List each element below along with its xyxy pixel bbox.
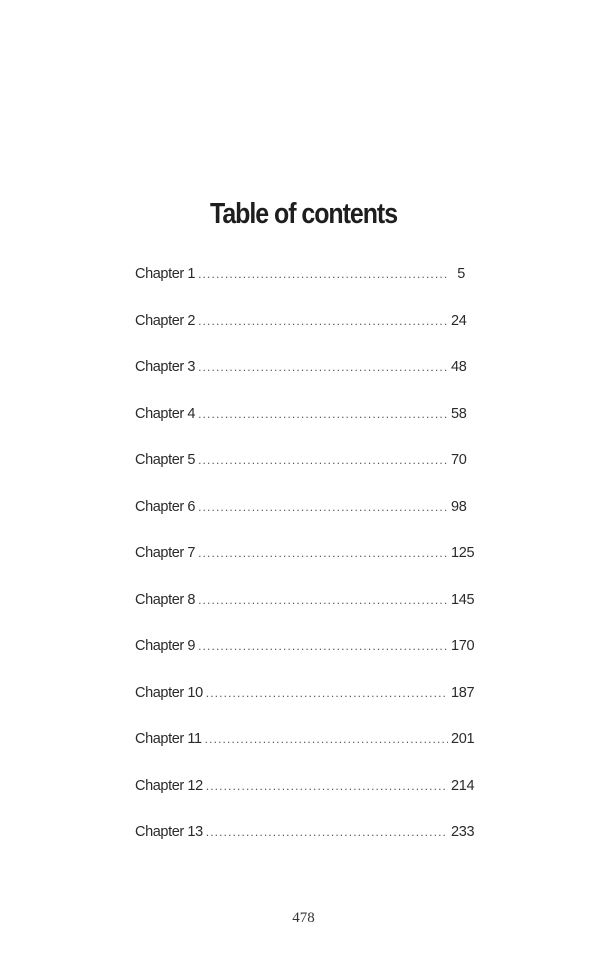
toc-entry-label: Chapter 5 — [135, 452, 196, 468]
toc-entry-label: Chapter 9 — [135, 638, 196, 654]
toc-entry-page: 48 — [451, 359, 467, 375]
dot-leader — [198, 314, 448, 328]
toc-entry-page: 170 — [451, 638, 475, 654]
toc-entry — [135, 591, 475, 639]
dot-leader — [198, 453, 448, 467]
toc-entry-page: 201 — [451, 731, 475, 747]
toc-entry — [135, 731, 475, 778]
toc-entry-label: Chapter 6 — [135, 498, 196, 515]
toc-entry — [135, 777, 475, 825]
toc-entry — [135, 824, 475, 871]
dot-leader — [198, 407, 448, 421]
toc-entry-label: Chapter 3 — [135, 359, 196, 375]
toc-entry — [135, 545, 475, 592]
dot-leader — [198, 360, 448, 374]
toc-entry-label: Chapter 2 — [135, 312, 196, 329]
toc-entry-page: 214 — [451, 777, 475, 794]
toc-list — [135, 266, 475, 871]
dot-leader — [198, 639, 448, 653]
toc-entry — [135, 359, 465, 406]
toc-entry-label: Chapter 1 — [135, 266, 196, 282]
toc-entry — [135, 313, 465, 360]
dot-leader — [198, 500, 448, 514]
dot-leader — [205, 732, 448, 746]
toc-entry-page: 98 — [451, 498, 467, 515]
toc-entry-label: Chapter 7 — [135, 545, 196, 561]
toc-entry-label: Chapter 10 — [135, 684, 203, 701]
dot-leader — [206, 686, 448, 700]
toc-entry-label: Chapter 12 — [135, 777, 203, 794]
toc-entry-page: 187 — [451, 684, 475, 701]
toc-entry-label: Chapter 8 — [135, 591, 196, 608]
toc-entry-label: Chapter 13 — [135, 824, 203, 840]
toc-entry-page: 24 — [451, 312, 467, 329]
page-title: Table of contents — [209, 198, 398, 231]
dot-leader — [198, 267, 448, 281]
toc-entry-page: 233 — [451, 824, 475, 840]
toc-entry-page: 58 — [451, 405, 467, 422]
toc-entry — [135, 684, 475, 732]
dot-leader — [198, 593, 448, 607]
toc-entry — [135, 406, 465, 453]
dot-leader — [198, 546, 448, 560]
toc-entry-page: 125 — [451, 545, 475, 561]
toc-entry — [135, 266, 465, 313]
toc-entry-page: 5 — [457, 266, 465, 282]
toc-entry-page: 145 — [451, 591, 475, 608]
toc-entry — [135, 499, 465, 546]
dot-leader — [206, 779, 448, 793]
page-number: 478 — [292, 910, 315, 926]
toc-entry-label: Chapter 11 — [135, 731, 202, 747]
toc-entry — [135, 638, 475, 685]
toc-entry-label: Chapter 4 — [135, 405, 196, 422]
toc-entry-page: 70 — [451, 452, 467, 468]
dot-leader — [206, 825, 448, 839]
toc-entry — [135, 452, 465, 499]
